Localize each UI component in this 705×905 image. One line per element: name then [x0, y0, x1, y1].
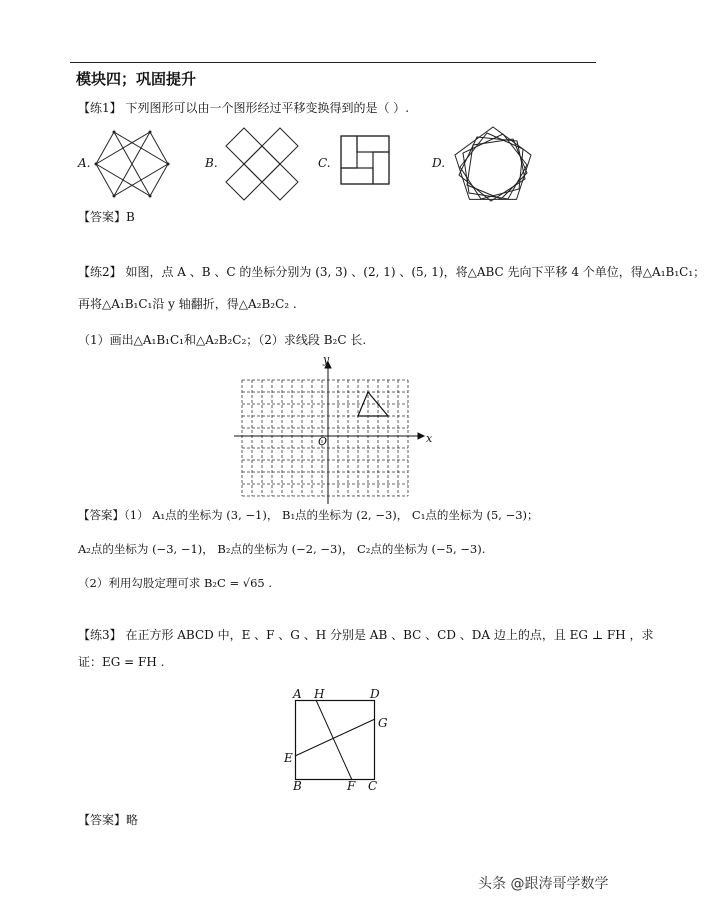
x-axis-label: x: [426, 432, 433, 445]
point-a-label: A: [293, 687, 302, 701]
point-f-label: F: [347, 779, 356, 793]
ex3-line1: 【练3】 在正方形 ABCD 中，E 、F 、G 、H 分别是 AB 、BC 、CD 、DA 边上的点，且 EG ⊥ FH ，求: [78, 628, 654, 642]
header-rule: [70, 62, 596, 63]
ex1-option-d-label: D.: [432, 156, 446, 170]
ex2-answer-part2: （2）利用勾股定理可求 B₂C = √65 .: [78, 576, 273, 590]
origin-label: O: [318, 435, 328, 448]
ex1-option-a-label: A.: [78, 156, 91, 170]
square-abcd: [296, 701, 375, 780]
watermark: 头条 @跟涛哥学数学: [478, 876, 609, 892]
section-title: 模块四；巩固提升: [76, 70, 197, 88]
ex1-question: 【练1】 下列图形可以由一个图形经过平移变换得到的是（ ）.: [78, 101, 410, 115]
y-axis-label: y: [323, 353, 330, 366]
ex1-figure-a-star: [92, 124, 172, 204]
point-b-label: B: [293, 779, 302, 793]
ex1-figure-c-squares: [340, 135, 390, 185]
point-d-label: D: [370, 687, 380, 701]
point-e-label: E: [284, 751, 293, 765]
point-h-label: H: [314, 687, 325, 701]
ex3-answer: 【答案】略: [78, 813, 139, 827]
ex1-option-c-label: C.: [318, 156, 331, 170]
ex1-option-b-label: B.: [205, 156, 218, 170]
ex2-answer-part1: 【答案】（1） A₁点的坐标为 (3, −1)， B₁点的坐标为 (2, −3)， C₁点的坐标为 (5, −3)；: [78, 508, 539, 522]
ex1-answer: 【答案】B: [78, 210, 135, 224]
square-abcd-figure: [295, 700, 375, 780]
ex2-line1: 【练2】 如图，点 A 、B 、C 的坐标分别为 (3, 3) 、(2, 1) 、(5, 1)，将△ABC 先向下平移 4 个单位，得△A₁B₁C₁；: [78, 265, 705, 279]
ex1-figure-b-diamonds: [226, 128, 298, 200]
ex3-line2: 证：EG = FH .: [78, 655, 165, 669]
segment-eg: [295, 719, 375, 756]
ex2-line3: （1）画出△A₁B₁C₁和△A₂B₂C₂；（2）求线段 B₂C 长.: [78, 333, 367, 347]
ex2-answer-a2b2c2: A₂点的坐标为 (−3, −1)， B₂点的坐标为 (−2, −3)， C₂点的坐标为 (−5, −3).: [78, 542, 486, 556]
point-c-label: C: [368, 779, 378, 793]
point-g-label: G: [378, 716, 388, 730]
ex1-figure-d-pentagons: [448, 122, 538, 212]
x-axis-arrow-icon: [418, 433, 424, 439]
segment-fh: [316, 700, 352, 780]
ex2-line2: 再将△A₁B₁C₁沿 y 轴翻折，得△A₂B₂C₂ .: [78, 297, 297, 311]
coordinate-grid: [232, 356, 432, 506]
